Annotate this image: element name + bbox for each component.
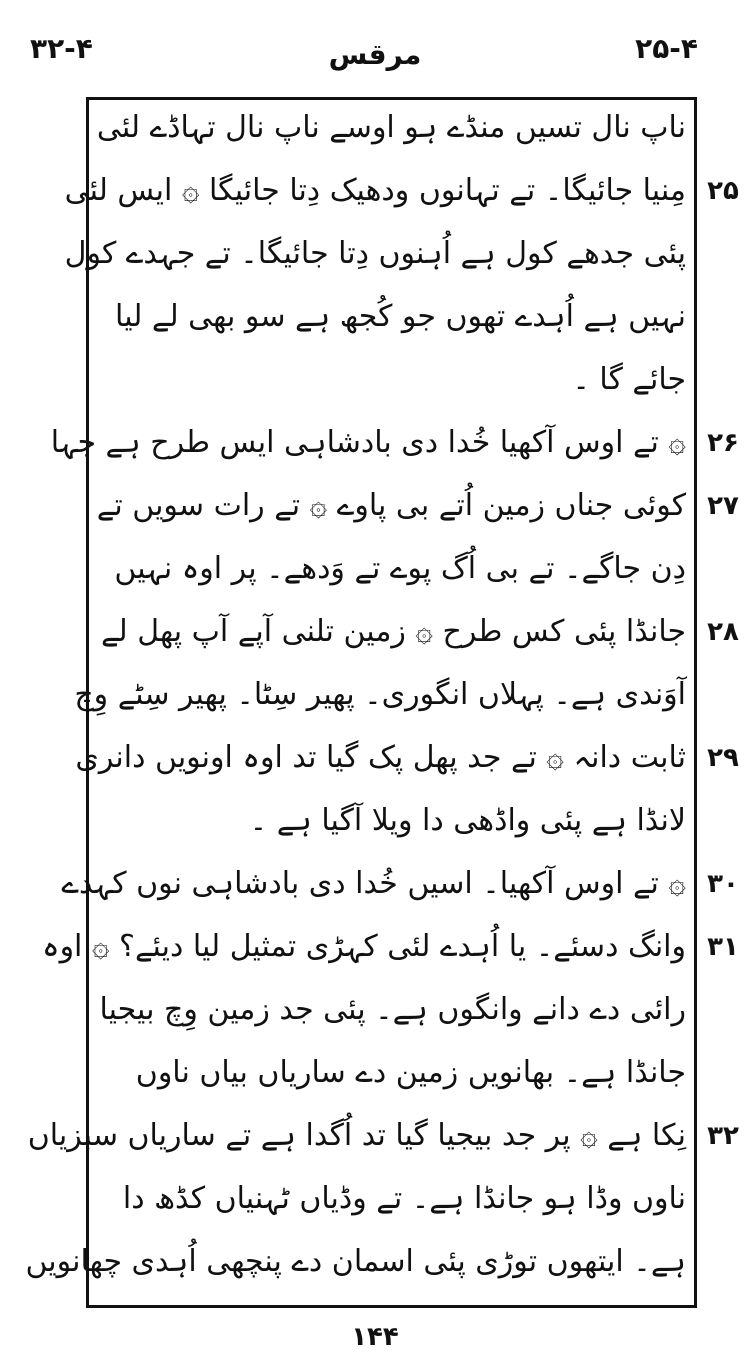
verse-number: ۳۰: [707, 869, 739, 899]
text-line: ناپ نال تسیں منڈے ہو اوسے ناپ نال تہاڈے لئی: [96, 110, 686, 145]
verse-number: ۲۹: [707, 743, 739, 773]
text-line: آوَندی ہے۔ پہلاں انگوری۔ پھیر سِٹا۔ پھیر سِٹے وِچ: [74, 677, 686, 712]
text-line: ناوں وڈا ہو جانڈا ہے۔ تے وڈیاں ٹہنیاں کڈھ دا: [122, 1181, 686, 1216]
header-book-title: مرقس: [328, 38, 422, 71]
text-line: لانڈا ہے پئی واڈھی دا ویلا آگیا ہے ۔: [249, 803, 686, 838]
verse-number: ۲۵: [707, 176, 739, 206]
verse-number: ۲۸: [707, 617, 739, 647]
text-line: ہے۔ ایتھوں توڑی پئی اسمان دے پنچھی اُہدی چھانویں: [25, 1244, 686, 1279]
text-line: دِن جاگے۔ تے بی اُگ پوے تے وَدھے۔ پر اوہ نہیں: [114, 551, 686, 586]
text-line: مِنیا جائیگا۔ تے تہانوں ودھیک دِتا جائیگا ۞ ایس لئی: [64, 173, 686, 208]
text-line: نہیں ہے اُہدے تھوں جو کُجھ ہے سو بھی لے لیا: [115, 299, 686, 334]
text-line: جانڈا پئی کس طرح ۞ زمین تلنی آپے آپ پھل لے: [100, 614, 686, 649]
page-header: [0, 0, 750, 80]
header-verse-range-right: ۲۵-۴: [635, 32, 698, 65]
text-line: پئی جدھے کول ہے اُہنوں دِتا جائیگا۔ تے جہدے کول: [64, 236, 686, 271]
text-frame-right-rule: [694, 97, 697, 1308]
verse-number: ۲۷: [707, 491, 739, 521]
verse-number: ۳۱: [707, 932, 739, 962]
text-line: وانگ دسئے۔ یا اُہدے لئی کہڑی تمثیل لیا دیئے؟ ۞ اوہ: [41, 929, 686, 964]
text-line: کوئی جناں زمین اُتے بی پاوے ۞ تے رات سویں تے: [96, 488, 686, 523]
text-line: جانڈا ہے۔ بھانویں زمین دے ساریاں بیاں ناوں: [135, 1055, 686, 1090]
text-line: ۞ تے اوس آکھیا خُدا دی بادشاہی ایس طرح ہے جہا: [50, 425, 686, 460]
verse-number: ۳۲: [707, 1121, 739, 1151]
page-number: ۱۴۴: [351, 1322, 399, 1352]
header-verse-range-left: ۳۲-۴: [30, 32, 93, 65]
text-line: ثابت دانہ ۞ تے جد پھل پک گیا تد اوہ اونویں دانری: [75, 740, 686, 775]
text-line: ۞ تے اوس آکھیا۔ اسیں خُدا دی بادشاہی نوں کہدے: [61, 866, 686, 901]
text-line: جائے گا ۔: [572, 362, 686, 397]
verse-number: ۲۶: [707, 428, 739, 458]
text-line: نِکا ہے ۞ پر جد بیجیا گیا تد اُگدا ہے تے ساریاں سبزیاں: [27, 1118, 686, 1153]
text-line: رائی دے دانے وانگوں ہے۔ پئی جد زمین وِچ بیجیا: [99, 992, 686, 1027]
